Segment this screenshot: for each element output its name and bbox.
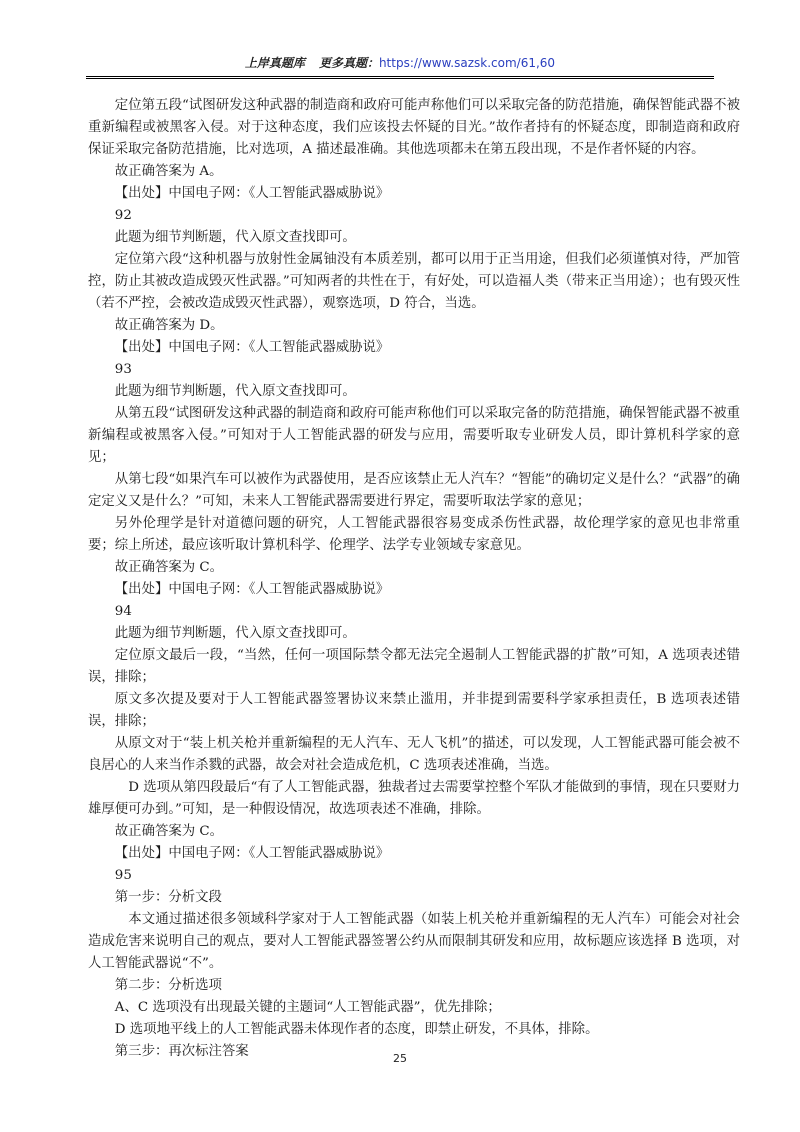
paragraph: 故正确答案为 A。: [114, 164, 223, 179]
paragraph: 94: [114, 604, 132, 619]
paragraph: 从原文对于“装上机关枪并重新编程的无人汽车、无人飞机”的描述，可以发现，人工智能武器可能会被不良居心的人来当作杀戮的武器，故会对社会造成危机，C 选项表述准确，当选。: [88, 736, 740, 773]
header-url-link[interactable]: https://www.sazsk.com/61,60: [378, 56, 556, 70]
paragraph: 另外伦理学是针对道德问题的研究，人工智能武器很容易变成杀伤性武器，故伦理学家的意见也非常重要；综上所述，最应该听取计算机科学、伦理学、法学专业领域专家意见。: [88, 516, 740, 553]
paragraph: 93: [114, 362, 132, 377]
paragraph: 此题为细节判断题，代入原文查找即可。: [114, 384, 356, 399]
paragraph: 从第七段“如果汽车可以被作为武器使用，是否应该禁止无人汽车？“智能”的确切定义是什么？“武器”的确定定义又是什么？”可知，未来人工智能武器需要进行界定，需要听取法学家的意见；: [88, 472, 740, 509]
paragraph: 第三步：再次标注答案: [114, 1044, 249, 1059]
paragraph: 原文多次提及要对于人工智能武器签署协议来禁止滥用，并非提到需要科学家承担责任，B 选项表述错误，排除；: [88, 692, 740, 729]
paragraph: 第一步：分析文段: [114, 890, 222, 905]
paragraph: 本文通过描述很多领域科学家对于人工智能武器（如装上机关枪并重新编程的无人汽车）可能会对社会造成危害来说明自己的观点，要对人工智能武器签署公约从而限制其研发和应用，故标题应该选择 B 选项，对人工智能武器说“不”。: [88, 912, 740, 971]
paragraph: 定位第五段“试图研发这种武器的制造商和政府可能声称他们可以采取完备的防范措施，确保智能武器不被重新编程或被黑客入侵。对于这种态度，我们应该投去怀疑的目光。”故作者持有的怀疑态度，即制造商和政府保证采取完备防范措施，比对选项，A 描述最准确。其他选项都未在第五段出现，不是作者怀疑的内容。: [88, 98, 740, 157]
paragraph: 【出处】中国电子网：《人工智能武器威胁说》: [114, 846, 390, 861]
paragraph: 【出处】中国电子网：《人工智能武器威胁说》: [114, 582, 390, 597]
paragraph: 第二步：分析选项: [114, 978, 222, 993]
paragraph: 92: [114, 208, 132, 223]
document-body: [88, 95, 740, 1063]
paragraph: D 选项从第四段最后“有了人工智能武器，独裁者过去需要掌控整个军队才能做到的事情，现在只要财力雄厚便可办到。”可知，是一种假设情况，故选项表述不准确，排除。: [88, 780, 740, 817]
header-rule: [86, 76, 714, 79]
paragraph: 此题为细节判断题，代入原文查找即可。: [114, 230, 356, 245]
header-more-label: 更多真题：: [318, 56, 379, 70]
paragraph: 故正确答案为 D。: [114, 318, 224, 333]
paragraph: A、C 选项没有出现最关键的主题词“人工智能武器”，优先排除；: [114, 1000, 501, 1015]
paragraph: 故正确答案为 C。: [114, 824, 224, 839]
paragraph: 从第五段“试图研发这种武器的制造商和政府可能声称他们可以采取完备的防范措施，确保智能武器不被重新编程或被黑客入侵。”可知对于人工智能武器的研发与应用，需要听取专业研发人员，即计算机科学家的意见；: [88, 406, 740, 465]
paragraph: 定位第六段“这种机器与放射性金属铀没有本质差别，都可以用于正当用途，但我们必须谨慎对待，严加管控，防止其被改造成毁灭性武器。”可知两者的共性在于，有好处，可以造福人类（带来正当用途）；也有毁灭性（若不严控，会被改造成毁灭性武器），观察选项，D 符合，当选。: [88, 252, 740, 311]
paragraph: 95: [114, 868, 132, 883]
page-number: 25: [393, 1052, 407, 1065]
header-bank-label: 上岸真题库: [244, 56, 305, 70]
paragraph: 此题为细节判断题，代入原文查找即可。: [114, 626, 356, 641]
paragraph: D 选项地平线上的人工智能武器未体现作者的态度，即禁止研发，不具体，排除。: [114, 1022, 599, 1037]
paragraph: 【出处】中国电子网：《人工智能武器威胁说》: [114, 186, 390, 201]
paragraph: 定位原文最后一段，“当然，任何一项国际禁令都无法完全遏制人工智能武器的扩散”可知，A 选项表述错误，排除；: [88, 648, 740, 685]
paragraph: 【出处】中国电子网：《人工智能武器威胁说》: [114, 340, 390, 355]
paragraph: 故正确答案为 C。: [114, 560, 224, 575]
page-header: [90, 52, 710, 74]
